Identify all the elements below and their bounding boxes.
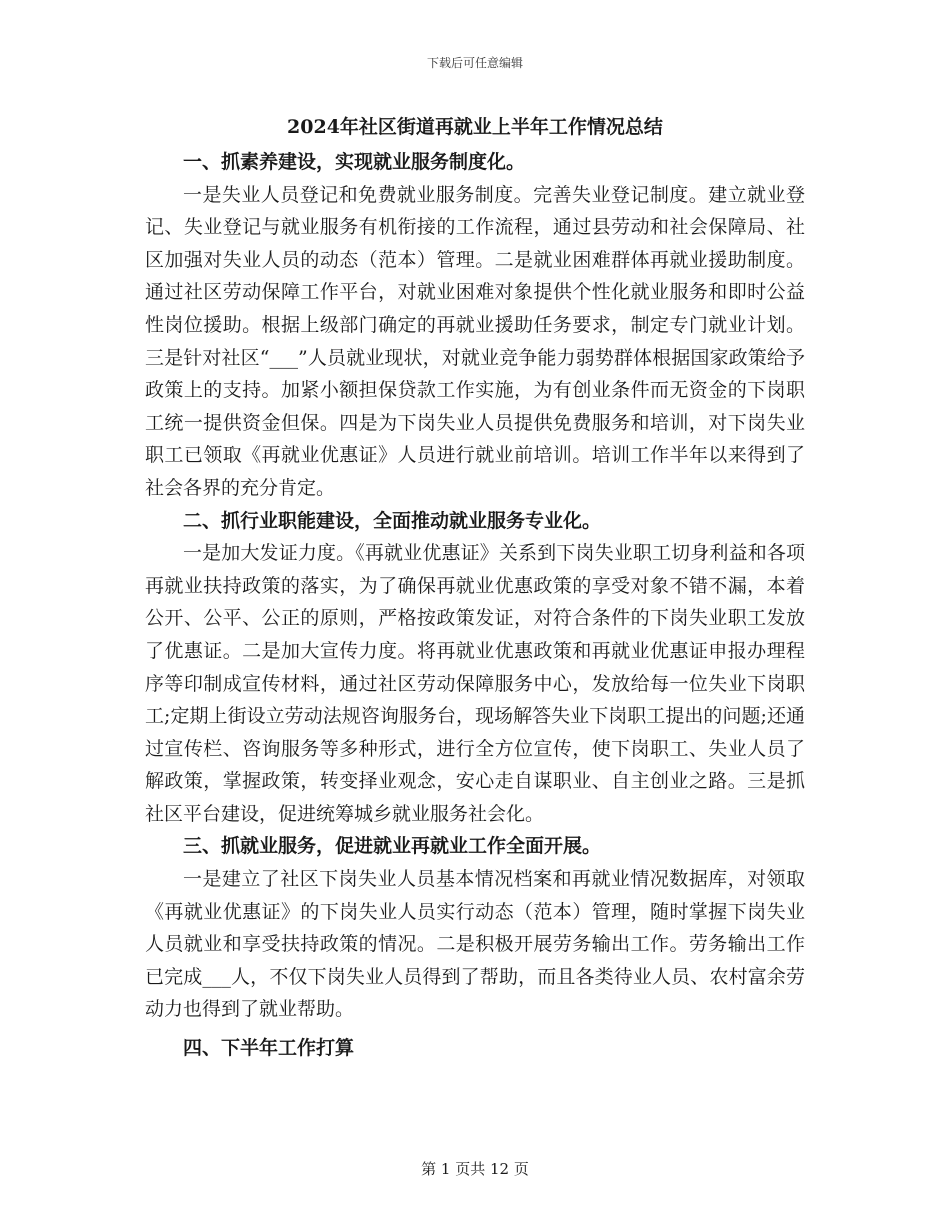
page-header: 下载后可任意编辑 <box>426 56 523 70</box>
page-footer: 第 1 页共 12 页 <box>421 1160 529 1178</box>
section-3-heading: 三、抓就业服务，促进就业再就业工作全面开展。 <box>183 835 602 858</box>
section-2-paragraph: 一是加大发证力度。《再就业优惠证》关系到下岗失业职工切身利益和各项再就业扶持政策的落实，为了确保再就业优惠政策的享受对象不错不漏，本着公开、公平、公正的原则，严格按政策发证，对符合条件的下岗失业职工发放了优惠证。二是加大宣传力度。将再就业优惠政策和再就业优惠证申报办理程序等印制成宣传材料，通过社区劳动保障服务中心，发放给每一位失业下岗职工;定期上街设立劳动法规咨询服务台，现场解答失业下岗职工提出的问题;还通过宣传栏、咨询服务等多种形式，进行全方位宣传，使下岗职工、失业人员了解政策，掌握政策，转变择业观念，安心走自谋职业、自主创业之路。三是抓社区平台建设，促进统筹城乡就业服务社会化。 <box>145 542 805 825</box>
section-1-paragraph: 一是失业人员登记和免费就业服务制度。完善失业登记制度。建立就业登记、失业登记与就业服务有机衔接的工作流程，通过县劳动和社会保障局、社区加强对失业人员的动态（范本）管理。二是就业困难群体再就业援助制度。通过社区劳动保障工作平台，对就业困难对象提供个性化就业服务和即时公益性岗位援助。根据上级部门确定的再就业援助任务要求，制定专门就业计划。三是针对社区“___”人员就业现状，对就业竞争能力弱势群体根据国家政策给予政策上的支持。加紧小额担保贷款工作实施，为有创业条件而无资金的下岗职工统一提供资金但保。四是为下岗失业人员提供免费服务和培训，对下岗失业职工已领取《再就业优惠证》人员进行就业前培训。培训工作半年以来得到了社会各界的充分肯定。 <box>145 183 805 499</box>
section-3-paragraph: 一是建立了社区下岗失业人员基本情况档案和再就业情况数据库，对领取《再就业优惠证》的下岗失业人员实行动态（范本）管理，随时掌握下岗失业人员就业和享受扶持政策的情况。二是积极开展劳务输出工作。劳务输出工作已完成___人，不仅下岗失业人员得到了帮助，而且各类待业人员、农村富余劳动力也得到了就业帮助。 <box>145 868 805 1021</box>
document-title: 2024年社区街道再就业上半年工作情况总结 <box>287 116 663 138</box>
section-1-heading: 一、抓素养建设，实现就业服务制度化。 <box>183 151 526 173</box>
document-body <box>145 146 805 1065</box>
section-4-heading: 四、下半年工作打算 <box>183 1037 355 1060</box>
section-2-heading: 二、抓行业职能建设，全面推动就业服务专业化。 <box>183 509 602 532</box>
